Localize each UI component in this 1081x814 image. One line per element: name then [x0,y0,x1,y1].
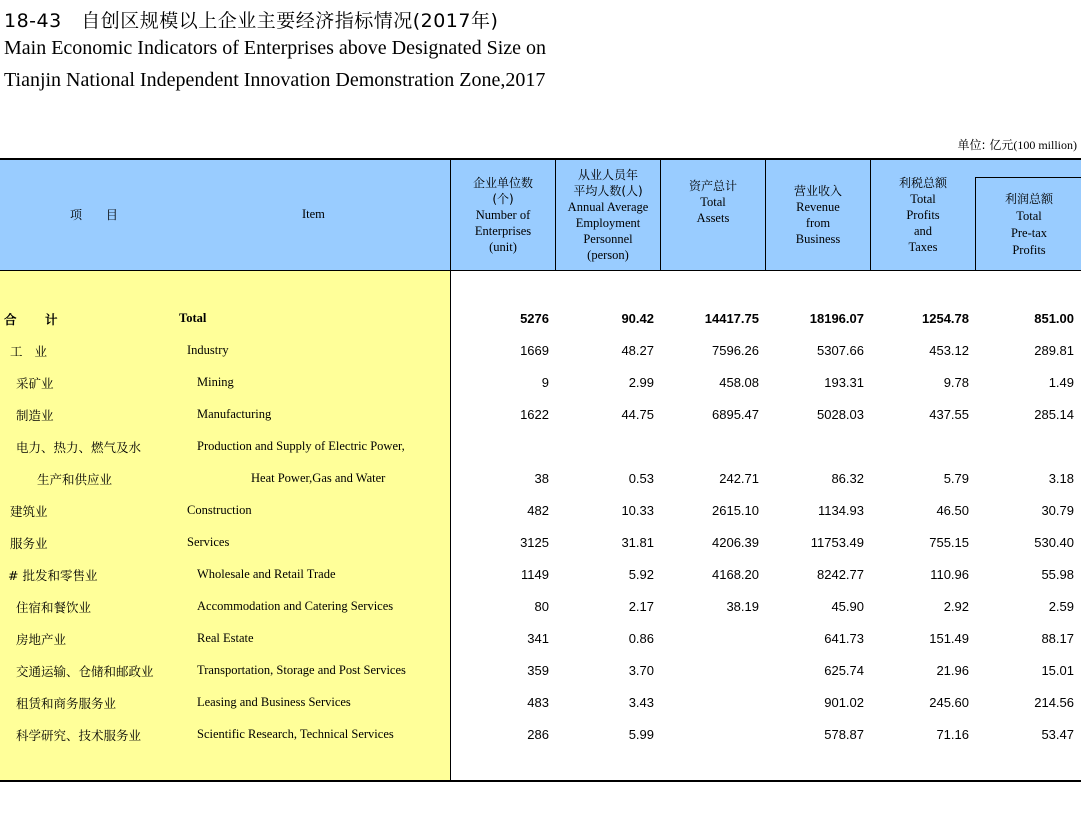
cell-pretax-profits: 53.47 [1041,727,1074,742]
header-col-employment [555,160,660,270]
table-row-total [0,308,1081,328]
header-col-3-en-1: from [805,216,831,230]
cell-assets: 4206.39 [712,535,759,550]
cell-profits-taxes: 110.96 [930,567,969,582]
header-col-2-cn: 资产总计 [688,179,737,193]
cell-revenue: 18196.07 [809,311,864,326]
cell-employment: 31.81 [621,535,654,550]
header-col-pretax-profits [975,177,1081,271]
row-label-cn: 住宿和餐饮业 [16,600,92,615]
cell-employment: 44.75 [621,407,654,422]
cell-employment: 48.27 [621,343,654,358]
cell-pretax-profits: 55.98 [1041,567,1074,582]
table-row [0,404,1081,424]
table-title-en-line1: Main Economic Indicators of Enterprises above Designated Size on [4,37,547,59]
row-label-cn: 生产和供应业 [37,472,113,487]
table-row [0,724,1081,744]
cell-profits-taxes: 5.79 [943,471,969,486]
header-col-3-en-2: Business [795,232,841,246]
cell-profits-taxes: 1254.78 [922,311,969,326]
cell-assets: 14417.75 [704,311,759,326]
cell-enterprises: 483 [527,695,549,710]
cell-pretax-profits: 1.49 [1048,375,1074,390]
cell-employment: 3.70 [628,663,654,678]
cell-enterprises: 80 [534,599,549,614]
cell-revenue: 578.87 [824,727,864,742]
table-row [0,372,1081,392]
table-row [0,436,1081,456]
cell-assets: 458.08 [719,375,759,390]
table-row [0,660,1081,680]
table-row [0,532,1081,552]
row-label-en: Wholesale and Retail Trade [197,567,336,581]
cell-revenue: 193.31 [824,375,864,390]
cell-pretax-profits: 530.40 [1034,535,1074,550]
header-col-0-en-1: Enterprises [474,224,532,238]
cell-pretax-profits: 30.79 [1041,503,1074,518]
header-col-enterprises [450,160,555,270]
cell-enterprises: 482 [527,503,549,518]
row-label-en: Total [179,311,207,325]
header-col-4-cn: 利税总额 [898,176,947,190]
unit-label [957,136,1077,153]
cell-revenue: 5307.66 [817,343,864,358]
row-label-cn: 交通运输、仓储和邮政业 [16,664,154,679]
cell-assets: 38.19 [726,599,759,614]
cell-profits-taxes: 2.92 [943,599,969,614]
unit-cn: 单位: 亿元 [957,138,1014,152]
row-label-cn: 租赁和商务服务业 [16,696,117,711]
table-row [0,340,1081,360]
header-col-2-en-0: Total [700,195,726,209]
row-label-en: Scientific Research, Technical Services [197,727,394,741]
cell-pretax-profits: 214.56 [1034,695,1074,710]
header-col-3-en-0: Revenue [796,200,840,214]
row-label-cn: 电力、热力、燃气及水 [16,440,142,455]
cell-assets: 2615.10 [712,503,759,518]
row-label-cn: 建筑业 [10,504,48,519]
cell-enterprises: 1622 [520,407,549,422]
cell-pretax-profits: 2.59 [1048,599,1074,614]
cell-employment: 2.99 [628,375,654,390]
cell-employment: 0.53 [628,471,654,486]
cell-pretax-profits: 285.14 [1034,407,1074,422]
cell-revenue: 901.02 [824,695,864,710]
table-row [0,596,1081,616]
cell-profits-taxes: 21.96 [936,663,969,678]
header-col-5-en-2: Profits [1012,242,1046,257]
table-title-cn: 18-43 自创区规模以上企业主要经济指标情况(2017年) [4,10,499,32]
cell-enterprises: 359 [527,663,549,678]
cell-assets: 4168.20 [712,567,759,582]
header-col-4-en-0: Total [910,192,936,206]
table-row [0,692,1081,712]
table-header [0,160,1081,271]
row-label-en: Production and Supply of Electric Power, [197,439,405,453]
cell-enterprises: 5276 [520,311,549,326]
unit-en: (100 million) [1013,138,1077,152]
cell-revenue: 45.90 [831,599,864,614]
row-label-cn: # 批发和零售业 [8,568,98,583]
cell-enterprises: 341 [527,631,549,646]
row-label-cn: 制造业 [16,408,54,423]
cell-revenue: 86.32 [831,471,864,486]
row-label-en: Leasing and Business Services [197,695,351,709]
cell-employment: 3.43 [628,695,654,710]
cell-revenue: 5028.03 [817,407,864,422]
row-label-cn: 房地产业 [16,632,67,647]
cell-pretax-profits: 88.17 [1041,631,1074,646]
table-row [0,564,1081,584]
cell-enterprises: 38 [534,471,549,486]
cell-employment: 5.99 [628,727,654,742]
cell-pretax-profits: 3.18 [1048,471,1074,486]
cell-revenue: 1134.93 [817,503,864,518]
row-label-en: Services [187,535,230,549]
header-col-1-cn2: 平均人数(人) [573,184,643,198]
header-col-5-en-0: Total [1016,208,1042,223]
cell-enterprises: 1669 [520,343,549,358]
header-col-0-en-0: Number of [475,208,531,222]
header-col-2-en-1: Assets [696,211,730,225]
row-label-cn: 采矿业 [16,376,54,391]
header-col-0-cn2: (个) [492,192,514,206]
cell-employment: 10.33 [621,503,654,518]
header-col-5-en-1: Pre-tax [1010,225,1048,240]
cell-revenue: 625.74 [824,663,864,678]
header-col-1-en-1: Employment [575,216,641,230]
row-label-en: Construction [187,503,252,517]
row-label-en: Industry [187,343,229,357]
cell-pretax-profits: 289.81 [1034,343,1074,358]
cell-pretax-profits: 15.01 [1041,663,1074,678]
bottom-rule [0,780,1081,782]
row-label-cn: 工 业 [10,344,51,359]
header-col-3-cn: 营业收入 [793,184,842,198]
cell-profits-taxes: 245.60 [929,695,969,710]
row-label-en: Heat Power,Gas and Water [251,471,386,485]
row-label-en: Mining [197,375,234,389]
header-col-4-en-2: and [913,224,933,238]
cell-assets: 7596.26 [712,343,759,358]
cell-employment: 2.17 [628,599,654,614]
cell-profits-taxes: 71.16 [936,727,969,742]
cell-revenue: 11753.49 [810,535,864,550]
cell-assets: 6895.47 [712,407,759,422]
row-label-en: Manufacturing [197,407,272,421]
cell-profits-taxes: 453.12 [929,343,969,358]
header-col-0-cn: 企业单位数 [472,176,533,190]
header-col-1-en-3: (person) [587,248,629,262]
cell-enterprises: 1149 [521,567,549,582]
row-label-cn: 科学研究、技术服务业 [16,728,142,743]
table-title-en-line2: Tianjin National Independent Innovation Demonstration Zone,2017 [4,69,546,91]
cell-enterprises: 286 [527,727,549,742]
row-label-en: Accommodation and Catering Services [197,599,394,613]
cell-enterprises: 3125 [520,535,549,550]
cell-profits-taxes: 755.15 [929,535,969,550]
header-item-cn: 项 目 [70,208,128,222]
cell-assets: 242.71 [719,471,759,486]
header-col-revenue [765,160,870,270]
row-label-en: Transportation, Storage and Post Services [197,663,406,677]
header-item-en: Item [302,207,325,221]
cell-revenue: 8242.77 [817,567,864,582]
header-col-4-en-1: Profits [906,208,940,222]
table-row [0,468,1081,488]
table-row [0,500,1081,520]
header-col-5-cn: 利润总额 [1004,191,1053,206]
header-col-4-en-3: Taxes [908,240,938,254]
header-col-profits-taxes [870,160,975,270]
cell-employment: 0.86 [628,631,654,646]
header-col-1-en-0: Annual Average [567,200,649,214]
cell-employment: 5.92 [628,567,654,582]
cell-employment: 90.42 [621,311,654,326]
header-col-1-en-2: Personnel [583,232,633,246]
row-label-cn: 服务业 [10,536,48,551]
cell-enterprises: 9 [541,375,549,390]
header-col-0-en-2: (unit) [489,240,517,254]
table-row [0,628,1081,648]
cell-profits-taxes: 151.49 [929,631,969,646]
header-col-1-cn: 从业人员年 [577,168,638,182]
cell-profits-taxes: 437.55 [929,407,969,422]
cell-revenue: 641.73 [824,631,864,646]
cell-pretax-profits: 851.00 [1034,311,1074,326]
header-col-assets [660,160,765,270]
row-label-en: Real Estate [197,631,254,645]
row-label-cn: 合 计 [4,312,66,327]
cell-profits-taxes: 46.50 [936,503,969,518]
cell-profits-taxes: 9.78 [943,375,969,390]
